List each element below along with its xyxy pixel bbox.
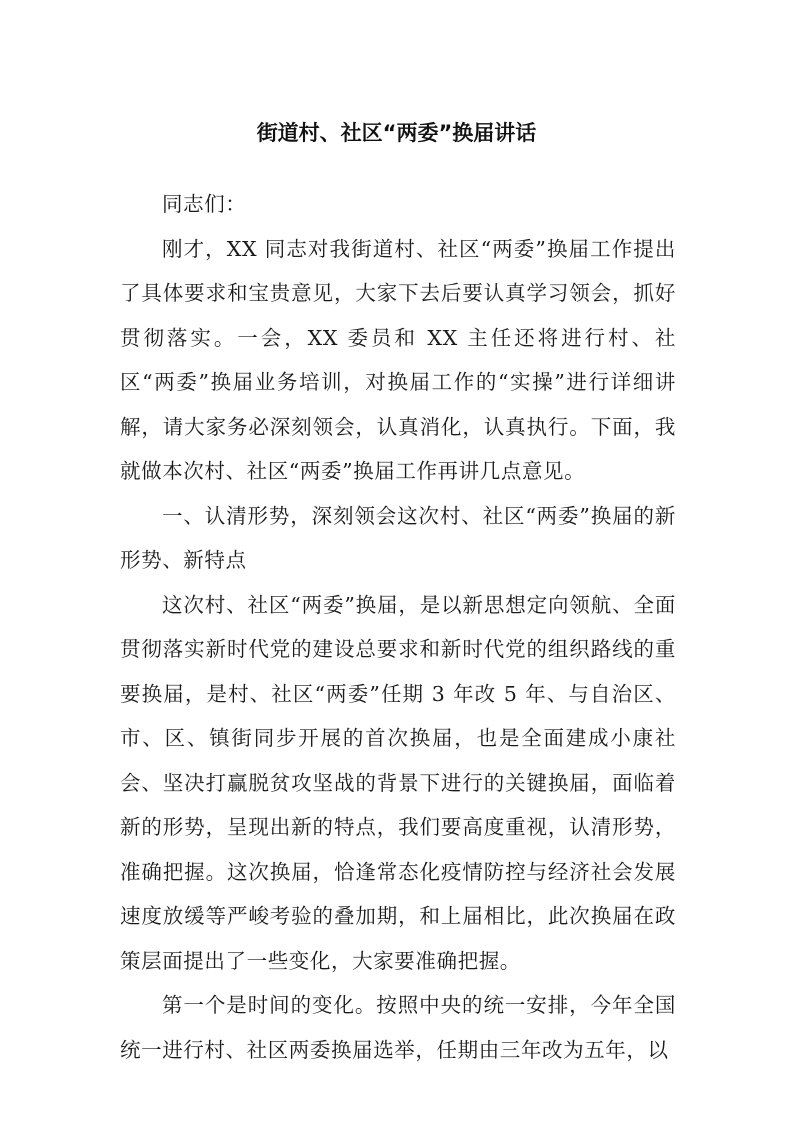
body-paragraph: 第一个是时间的变化。按照中央的统一安排，今年全国统一进行村、社区两委换届选举，任期由三年改为五年，以 [120,993,676,1062]
section-heading-1: 一、认清形势，深刻领会这次村、社区“两委”换届的新形势、新特点 [120,503,676,572]
intro-paragraph: 刚才，XX 同志对我街道村、社区“两委”换届工作提出了具体要求和宝贵意见，大家下去后要认真学习领会，抓好贯彻落实。一会，XX 委员和 XX 主任还将进行村、社区“两委”换届业务培训，对换届工作的“实操”进行详细讲解，请大家务必深刻领会，认真消化，认真执行。下面，我就做本次村、社区“两委”换届工作再讲几点意见。 [120,236,676,483]
document-body [120,182,676,1072]
body-paragraph: 这次村、社区“两委”换届，是以新思想定向领航、全面贯彻落实新时代党的建设总要求和新时代党的组织路线的重要换届，是村、社区“两委”任期 3 年改 5 年、与自治区、市、区、镇街同步开展的首次换届，也是全面建成小康社会、坚决打赢脱贫攻坚战的背景下进行的关键换届，面临着新的形势，呈现出新的特点，我们要高度重视，认清形势，准确把握。这次换届，恰逢常态化疫情防控与经济社会发展速度放缓等严峻考验的叠加期，和上届相比，此次换届在政策层面提出了一些变化，大家要准确把握。 [120,592,676,973]
document-title: 街道村、社区“两委”换届讲话 [256,121,537,145]
salutation-paragraph: 同志们： [162,192,247,216]
